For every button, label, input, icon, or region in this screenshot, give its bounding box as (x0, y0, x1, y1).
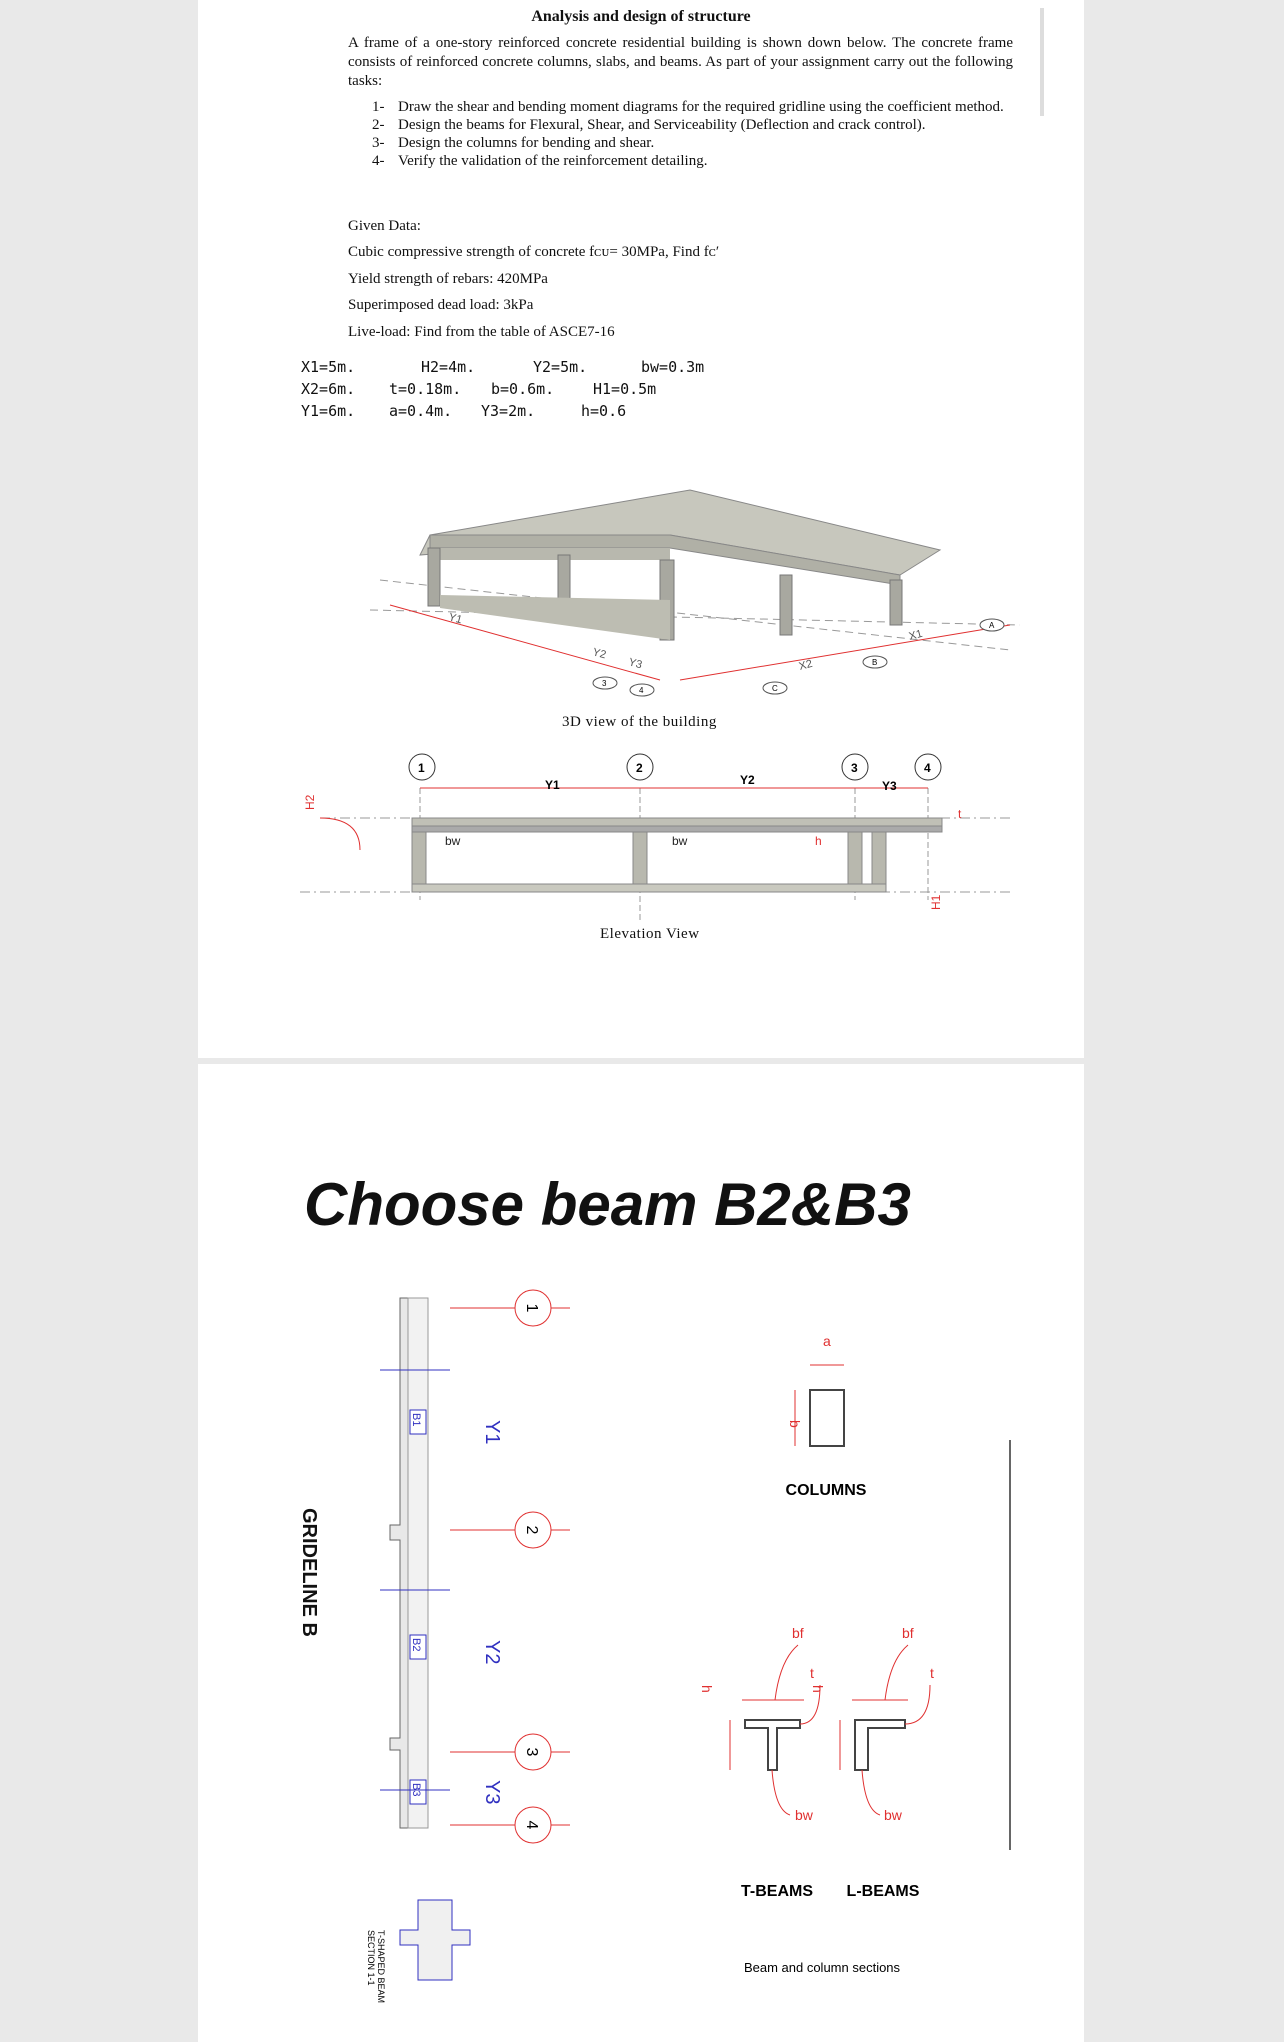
span-label: Y1 (545, 778, 560, 792)
param: bw=0.3m (641, 358, 705, 376)
section-caption: T-SHAPED BEAM (376, 1930, 386, 2004)
slab (412, 818, 942, 826)
param: t=0.18m. (389, 380, 462, 398)
web (408, 1298, 428, 1828)
view3d-caption: 3D view of the building (562, 714, 717, 730)
sections-caption: Beam and column sections (743, 1960, 901, 1975)
task-item: 4- Verify the validation of the reinforcement detailing. (372, 153, 708, 169)
document-title: Analysis and design of structure (531, 8, 751, 25)
column (848, 832, 862, 892)
beam (412, 826, 942, 832)
grid-bubble-label: B (872, 658, 878, 667)
param: Y2=5m. (533, 358, 588, 376)
leader-line (775, 1645, 798, 1700)
h-label: h (815, 834, 822, 848)
column (412, 832, 426, 892)
h-label: h (699, 1685, 715, 1693)
leader-line (862, 1770, 880, 1815)
leader-line (772, 1770, 790, 1815)
h-label: h (810, 1685, 826, 1693)
view3d-label: Y1 (447, 611, 464, 627)
bw-label: bw (884, 1807, 902, 1823)
lbeams-label: L-BEAMS (846, 1883, 920, 1900)
given-item: Live-load: Find from the table of ASCE7-16 (348, 324, 615, 340)
span-label: Y2 (740, 773, 755, 787)
a-label: a (823, 1333, 831, 1349)
slab-edge (430, 548, 670, 560)
span-label: Y2 (481, 1640, 503, 1665)
grid-bubble-label: 4 (924, 761, 931, 775)
param: X2=6m. (301, 380, 356, 398)
param: X1=5m. (301, 358, 356, 376)
param: a=0.4m. (389, 402, 453, 420)
grid-bubble-label: 2 (523, 1525, 540, 1535)
param: h=0.6 (581, 402, 627, 420)
column (633, 832, 647, 892)
grid-bubble-label: 4 (639, 686, 644, 695)
bf-label: bf (902, 1625, 914, 1641)
t-label: t (810, 1665, 814, 1681)
view3d-label: X2 (797, 657, 814, 673)
beam-label: B2 (410, 1638, 422, 1652)
given-heading: Given Data: (348, 218, 421, 234)
grid-bubble-label: 3 (523, 1747, 540, 1757)
span-label: Y3 (481, 1780, 503, 1805)
bw-label: bw (672, 834, 688, 848)
h1-label: H1 (929, 894, 943, 910)
t-section-drawing (400, 1900, 470, 1980)
leader-line (905, 1685, 930, 1724)
given-item: Yield strength of rebars: 420MPa (348, 271, 548, 287)
given-item: Cubic compressive strength of concrete fᴄᴜ= 30MPa, Find fᴄ′ (348, 244, 720, 260)
given-item: Superimposed dead load: 3kPa (348, 297, 534, 313)
param: b=0.6m. (491, 380, 555, 398)
span-label: Y3 (882, 779, 897, 793)
building-3d-view (360, 480, 1030, 700)
column (780, 575, 792, 635)
b-label: b (787, 1420, 803, 1428)
sections-panel (680, 1300, 1040, 2000)
l-beam-section (855, 1720, 905, 1770)
elevation-view (300, 750, 1020, 920)
elevation-caption: Elevation View (600, 926, 700, 942)
param: H2=4m. (421, 358, 476, 376)
column (890, 580, 902, 625)
grid-bubble-label: 1 (523, 1303, 540, 1313)
dimension-line (680, 625, 1010, 680)
slab-top (420, 490, 940, 575)
floor (440, 595, 670, 640)
t-label: t (930, 1665, 934, 1681)
grid-bubble-label: 1 (418, 761, 425, 775)
view3d-label: Y2 (591, 646, 608, 662)
beam-label: B1 (410, 1413, 422, 1427)
grid-bubble-label: 2 (636, 761, 643, 775)
bf-label: bf (792, 1625, 804, 1641)
task-list (372, 98, 1022, 170)
view3d-label: Y3 (627, 656, 644, 672)
section-caption: SECTION 1-1 (366, 1930, 376, 1986)
span-label: Y1 (481, 1420, 503, 1445)
choose-heading: Choose beam B2&B3 (304, 1171, 911, 1238)
grid-bubble-label: 3 (602, 679, 607, 688)
leader-line (885, 1645, 908, 1700)
grid-bubble-label: 4 (523, 1820, 540, 1830)
grid-line (370, 610, 1020, 625)
param: Y1=6m. (301, 402, 356, 420)
tbeams-label: T-BEAMS (741, 1883, 813, 1900)
task-item: 3- Design the columns for bending and shear. (372, 135, 655, 151)
param: Y3=2m. (481, 402, 536, 420)
gridline-title: GRIDELINE B (298, 1508, 320, 1637)
column (872, 832, 886, 892)
column-section (810, 1390, 844, 1446)
grid-bubble-label: 3 (851, 761, 858, 775)
gridline-b-plan (360, 1280, 590, 2040)
grid-bubble-label: C (772, 684, 778, 693)
task-item: 1- Draw the shear and bending moment diagrams for the required gridline using the coefficient method. (372, 99, 1004, 115)
floor (412, 884, 886, 892)
bw-label: bw (795, 1807, 813, 1823)
intro-paragraph: A frame of a one-story reinforced concrete residential building is shown down below. The concrete frame consists of reinforced concrete columns, slabs, and beams. As part of your assignment carry out the following tasks: (348, 35, 1013, 89)
grid-bubble-label: A (989, 621, 995, 630)
beam-label: B3 (410, 1783, 422, 1797)
task-item: 2- Design the beams for Flexural, Shear, and Serviceability (Deflection and crack control). (372, 117, 926, 133)
view3d-label: X1 (907, 627, 924, 643)
h2-label: H2 (303, 794, 317, 810)
columns-label: COLUMNS (785, 1482, 867, 1499)
column (428, 548, 440, 606)
leader-line (320, 818, 360, 850)
param: H1=0.5m (593, 380, 657, 398)
bw-label: bw (445, 834, 461, 848)
t-label: t (958, 807, 962, 821)
t-beam-section (745, 1720, 800, 1770)
